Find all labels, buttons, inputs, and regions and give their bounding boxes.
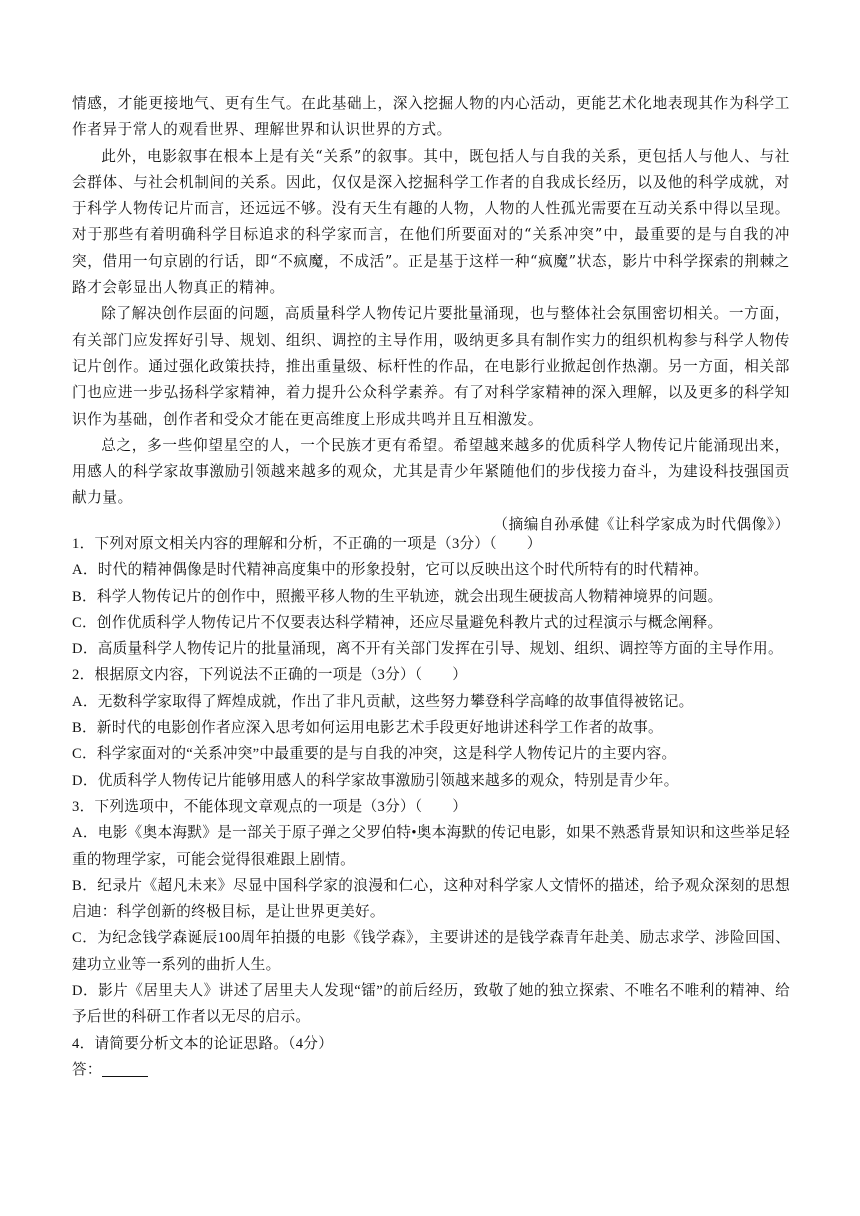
passage-paragraph-3: 总之，多一些仰望星空的人，一个民族才更有希望。希望越来越多的优质科学人物传记片能涌现出来，用感人的科学家故事激励引领越来越多的观众，尤其是青少年紧随他们的步伐接力奋斗，为建设科技强国贡献力量。: [72, 436, 790, 507]
answer-blank[interactable]: [102, 1060, 148, 1077]
question-4-answer-line: [72, 1057, 790, 1083]
question-3-option-c[interactable]: C．为纪念钱学森诞辰100周年拍摄的电影《钱学森》，主要讲述的是钱学森青年赴美、励志求学、涉险回国、建功立业等一系列的曲折人生。: [72, 930, 790, 973]
passage-paragraph-2: 除了解决创作层面的问题，高质量科学人物传记片要批量涌现，也与整体社会氛围密切相关。一方面，有关部门应发挥好引导、规划、组织、调控的主导作用，吸纳更多具有制作实力的组织机构参与科学人物传记片创作。通过强化政策扶持，推出重量级、标杆性的作品，在电影行业掀起创作热潮。另一方面，相关部门也应进一步弘扬科学家精神，着力提升公众科学素养。有了对科学家精神的深入理解，以及更多的科学知识作为基础，创作者和受众才能在更高维度上形成共鸣并且互相激发。: [72, 305, 790, 428]
question-1-option-d[interactable]: D．高质量科学人物传记片的批量涌现，离不开有关部门发挥在引导、规划、组织、调控等方面的主导作用。: [72, 641, 783, 658]
question-2-option-b[interactable]: B．新时代的电影创作者应深入思考如何运用电影艺术手段更好地讲述科学工作者的故事。: [72, 720, 663, 737]
answer-label: 答：: [72, 1061, 102, 1078]
passage-paragraph-0: 情感，才能更接地气、更有生气。在此基础上，深入挖掘人物的内心活动，更能艺术化地表现其作为科学工作者异于常人的观看世界、理解世界和认识世界的方式。: [72, 95, 790, 139]
question-1-stem: 1．下列对原文相关内容的理解和分析，不正确的一项是（3分）（ ）: [72, 536, 542, 552]
question-list: [72, 531, 790, 1083]
question-4: [72, 1031, 790, 1084]
question-2-option-a[interactable]: A．无数科学家取得了辉煌成就，作出了非凡贡献，这些努力攀登科学高峰的故事值得被铭记。: [72, 693, 694, 710]
question-2-stem: 2．根据原文内容，下列说法不正确的一项是（3分）（ ）: [72, 667, 468, 684]
question-1-option-a[interactable]: A．时代的精神偶像是时代精神高度集中的形象投射，它可以反映出这个时代所特有的时代精神。: [72, 562, 709, 579]
passage-paragraph-1: 此外，电影叙事在根本上是有关“关系”的叙事。其中，既包括人与自我的关系，更包括人与他人、与社会群体、与社会机制间的关系。因此，仅仅是深入挖掘科学工作者的自我成长经历，以及他的科学成就，对于科学人物传记片而言，还远远不够。没有天生有趣的人物，人物的人性孤光需要在互动关系中得以呈现。对于那些有着明确科学目标追求的科学家而言，在他们所要面对的“关系冲突”中，最重要的是与自我的冲突，借用一句京剧的行话，即“不疯魔，不成活”。正是基于这样一种“疯魔”状态，影片中科学探索的荆棘之路才会彰显出人物真正的精神。: [72, 147, 790, 297]
question-4-stem: 4．请简要分析文本的论证思路。（4分）: [72, 1035, 334, 1052]
passage-source: （摘编自孙承健《让科学家成为时代偶像》）: [493, 515, 790, 533]
reading-passage: [72, 91, 790, 538]
question-2: [72, 662, 790, 793]
question-1-option-b[interactable]: B．科学人物传记片的创作中，照搬平移人物的生平轨迹，就会出现生硬拔高人物精神境界的问题。: [72, 588, 723, 605]
question-3-option-d[interactable]: D．影片《居里夫人》讲述了居里夫人发现“镭”的前后经历，致敬了她的独立探索、不唯名不唯利的精神、给予后世的科研工作者以无尽的启示。: [72, 983, 790, 1026]
question-1: [72, 531, 790, 662]
question-3-option-b[interactable]: B．纪录片《超凡未来》尽显中国科学家的浪漫和仁心，这种对科学家人文情怀的描述，给予观众深刻的思想启迪：科学创新的终极目标，是让世界更美好。: [72, 877, 790, 921]
question-1-option-c[interactable]: C．创作优质科学人物传记片不仅要表达科学精神，还应尽量避免科教片式的过程演示与概念阐释。: [72, 614, 723, 631]
question-3: [72, 794, 790, 1031]
question-2-option-d[interactable]: D．优质科学人物传记片能够用感人的科学家故事激励引领越来越多的观众，特别是青少年。: [72, 772, 679, 789]
question-3-stem: 3．下列选项中，不能体现文章观点的一项是（3分）（ ）: [72, 798, 468, 815]
question-2-option-c[interactable]: C．科学家面对的“关系冲突”中最重要的是与自我的冲突，这是科学人物传记片的主要内容。: [72, 746, 677, 763]
question-3-option-a[interactable]: A．电影《奥本海默》是一部关于原子弹之父罗伯特•奥本海默的传记电影，如果不熟悉背景知识和这些举足轻重的物理学家，可能会觉得很难跟上剧情。: [72, 825, 790, 868]
